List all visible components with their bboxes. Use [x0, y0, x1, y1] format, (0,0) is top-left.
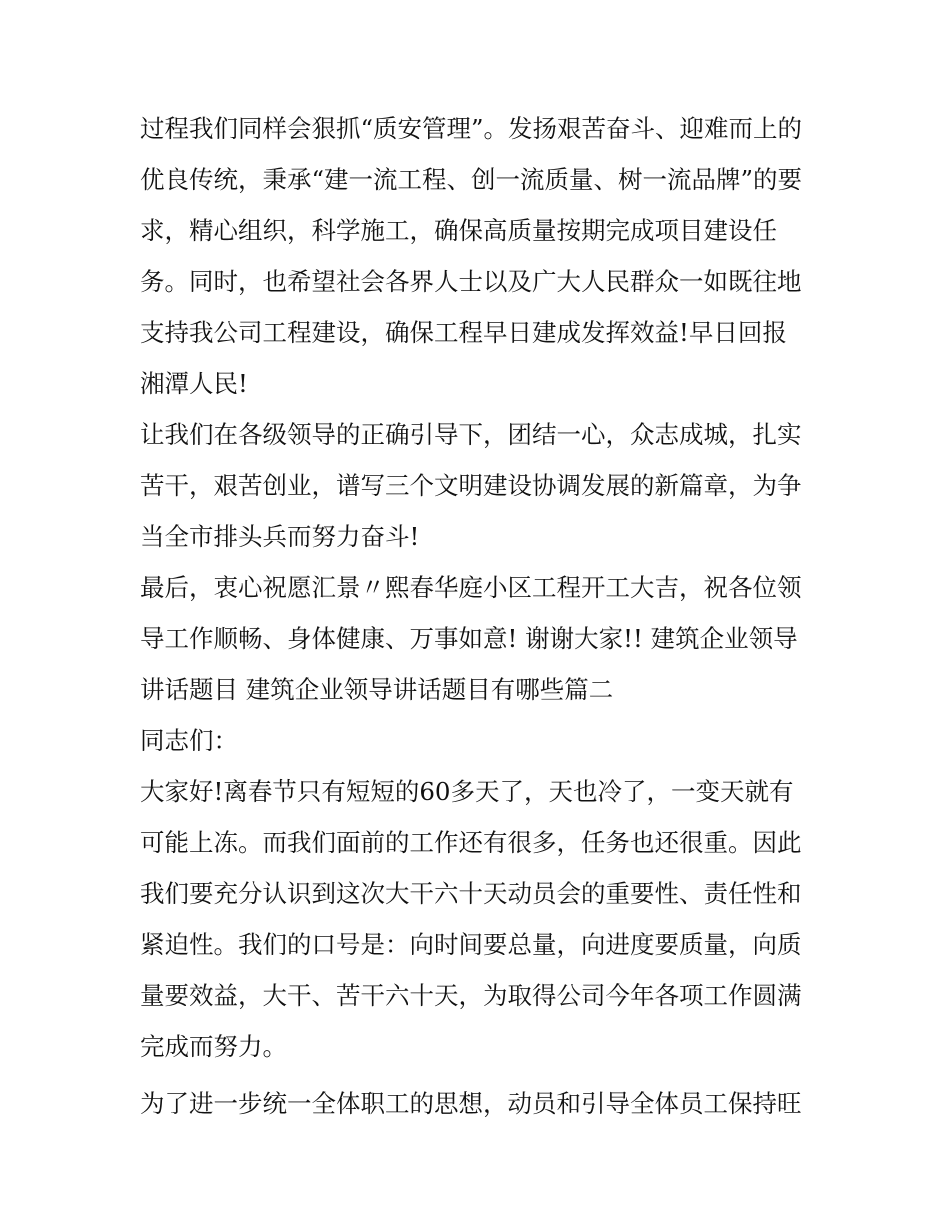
text-line: 最后，衷心祝愿汇景〃熙春华庭小区工程开工大吉，祝各位领: [140, 573, 802, 602]
text-line: 支持我公司工程建设，确保工程早日建成发挥效益!早日回报: [140, 318, 787, 347]
text-line: 量要效益，大干、苦干六十天，为取得公司今年各项工作圆满: [140, 981, 802, 1010]
text-line: 为了进一步统一全体职工的思想，动员和引导全体员工保持旺: [140, 1089, 802, 1118]
text-line: 让我们在各级领导的正确引导下，团结一心，众志成城，扎实: [140, 420, 802, 449]
text-line: 过程我们同样会狠抓“质安管理”。发扬艰苦奋斗、迎难而上的: [140, 114, 803, 143]
text-line: 湘潭人民!: [140, 369, 248, 398]
text-line: 导工作顺畅、身体健康、万事如意! 谢谢大家!! 建筑企业领导: [140, 624, 798, 653]
text-line: 可能上冻。而我们面前的工作还有很多，任务也还很重。因此: [140, 828, 802, 857]
text-line: 讲话题目 建筑企业领导讲话题目有哪些篇二: [140, 675, 614, 704]
text-line: 苦干，艰苦创业，谱写三个文明建设协调发展的新篇章，为争: [140, 471, 802, 500]
text-line: 当全市排头兵而努力奋斗!: [140, 522, 420, 551]
text-line: 我们要充分认识到这次大干六十天动员会的重要性、责任性和: [140, 879, 802, 908]
text-line: 同志们：: [140, 726, 238, 755]
text-line: 优良传统，秉承“建一流工程、创一流质量、树一流品牌”的要: [140, 165, 803, 194]
text-line: 求，精心组织，科学施工，确保高质量按期完成项目建设任: [140, 216, 777, 245]
text-line: 完成而努力。: [140, 1032, 287, 1061]
text-line: 大家好!离春节只有短短的60多天了，天也冷了，一变天就有: [140, 777, 794, 806]
text-line: 务。同时，也希望社会各界人士以及广大人民群众一如既往地: [140, 267, 802, 296]
text-line: 紧迫性。我们的口号是：向时间要总量，向进度要质量，向质: [140, 930, 802, 959]
